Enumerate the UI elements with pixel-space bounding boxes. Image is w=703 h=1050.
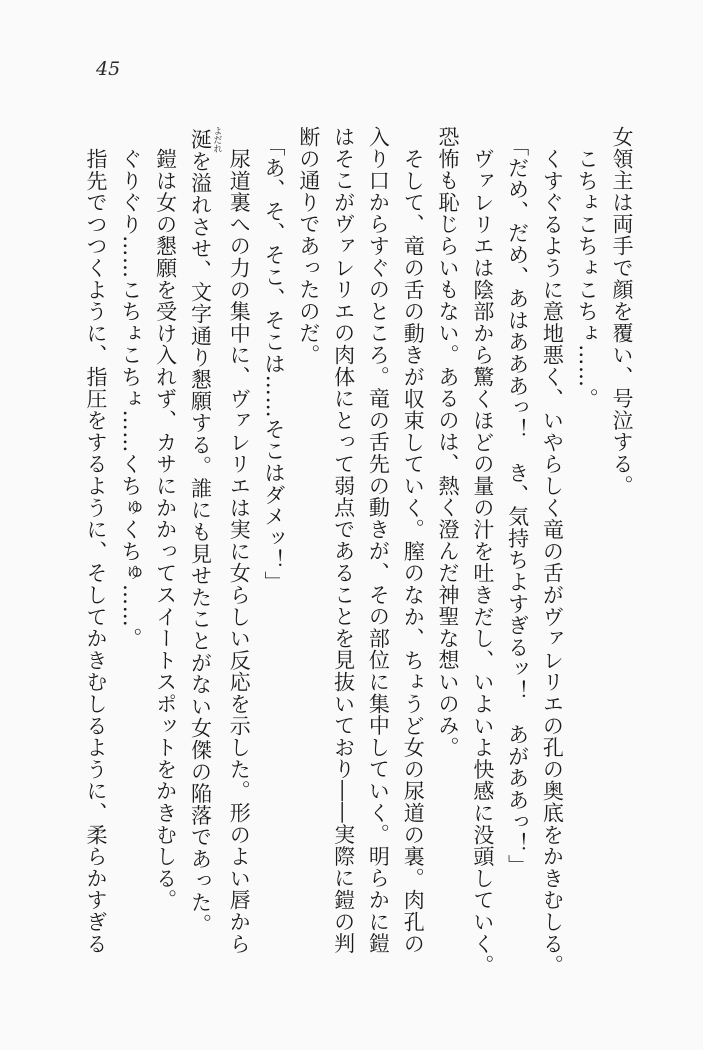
- text-column: 女領主は両手で顔を覆い、号泣する。: [610, 126, 634, 497]
- text-column: ぐりぐり……こちょこちょ……くちゅくちゅ……。: [118, 148, 143, 650]
- ruby-word: [188, 126, 222, 153]
- text-area: [79, 126, 639, 1010]
- text-column-dialogue: 「あ、そ、そこ、そこは……そこはダメッ！」: [262, 135, 287, 593]
- text-column: 指先でつつくように、指圧をするように、そしてかきむしるように、柔らかすぎる: [84, 148, 109, 955]
- text-after-ruby: を溢れさせ、文字通り懇願する。誰にも見せたことがない女傑の陥落であった。: [188, 150, 213, 936]
- text-column: 入り口からすぐのところ。竜の舌先の動きが、その部位に集中していく。明らかに鎧: [366, 126, 391, 955]
- text-column: 尿道裏への力の集中に、ヴァレリエは実に女らしい反応を示した。形のよい唇から: [227, 148, 252, 955]
- page-number: 45: [96, 58, 121, 80]
- text-column: ヴァレリエは陰部から驚くほどの量の汁を吐きだし、いよいよ快感に没頭していく。: [470, 148, 495, 977]
- text-column: 鎧は女の懇願を受け入れず、カサにかかってスイートスポットをかきむしる。: [153, 148, 178, 911]
- ruby-furigana: よだれ: [211, 126, 222, 153]
- text-column-dialogue: 「だめ、だめ、あはあああっ！ き、気持ちよすぎるッ！ あがああっ！」: [505, 135, 530, 877]
- text-column: くすぐるように意地悪く、いやらしく竜の舌がヴァレリエの孔の奥底をかきむしる。: [540, 148, 565, 977]
- text-column: こちょこちょこちょ……。: [575, 148, 600, 410]
- text-column: そして、竜の舌の動きが収束していく。膣のなか、ちょうど女の尿道の裏。肉孔の: [401, 148, 426, 955]
- text-column: はそこがヴァレリエの肉体にとって弱点であることを見抜いており――実際に鎧の判: [331, 126, 356, 955]
- ruby-base: 涎: [188, 126, 213, 153]
- text-column: 恐怖も恥じらいもない。あるのは、熱く澄んだ神聖な想いのみ。: [436, 126, 461, 759]
- text-column: 断の通りであったのだ。: [296, 126, 321, 366]
- text-column-with-ruby: [183, 126, 222, 1010]
